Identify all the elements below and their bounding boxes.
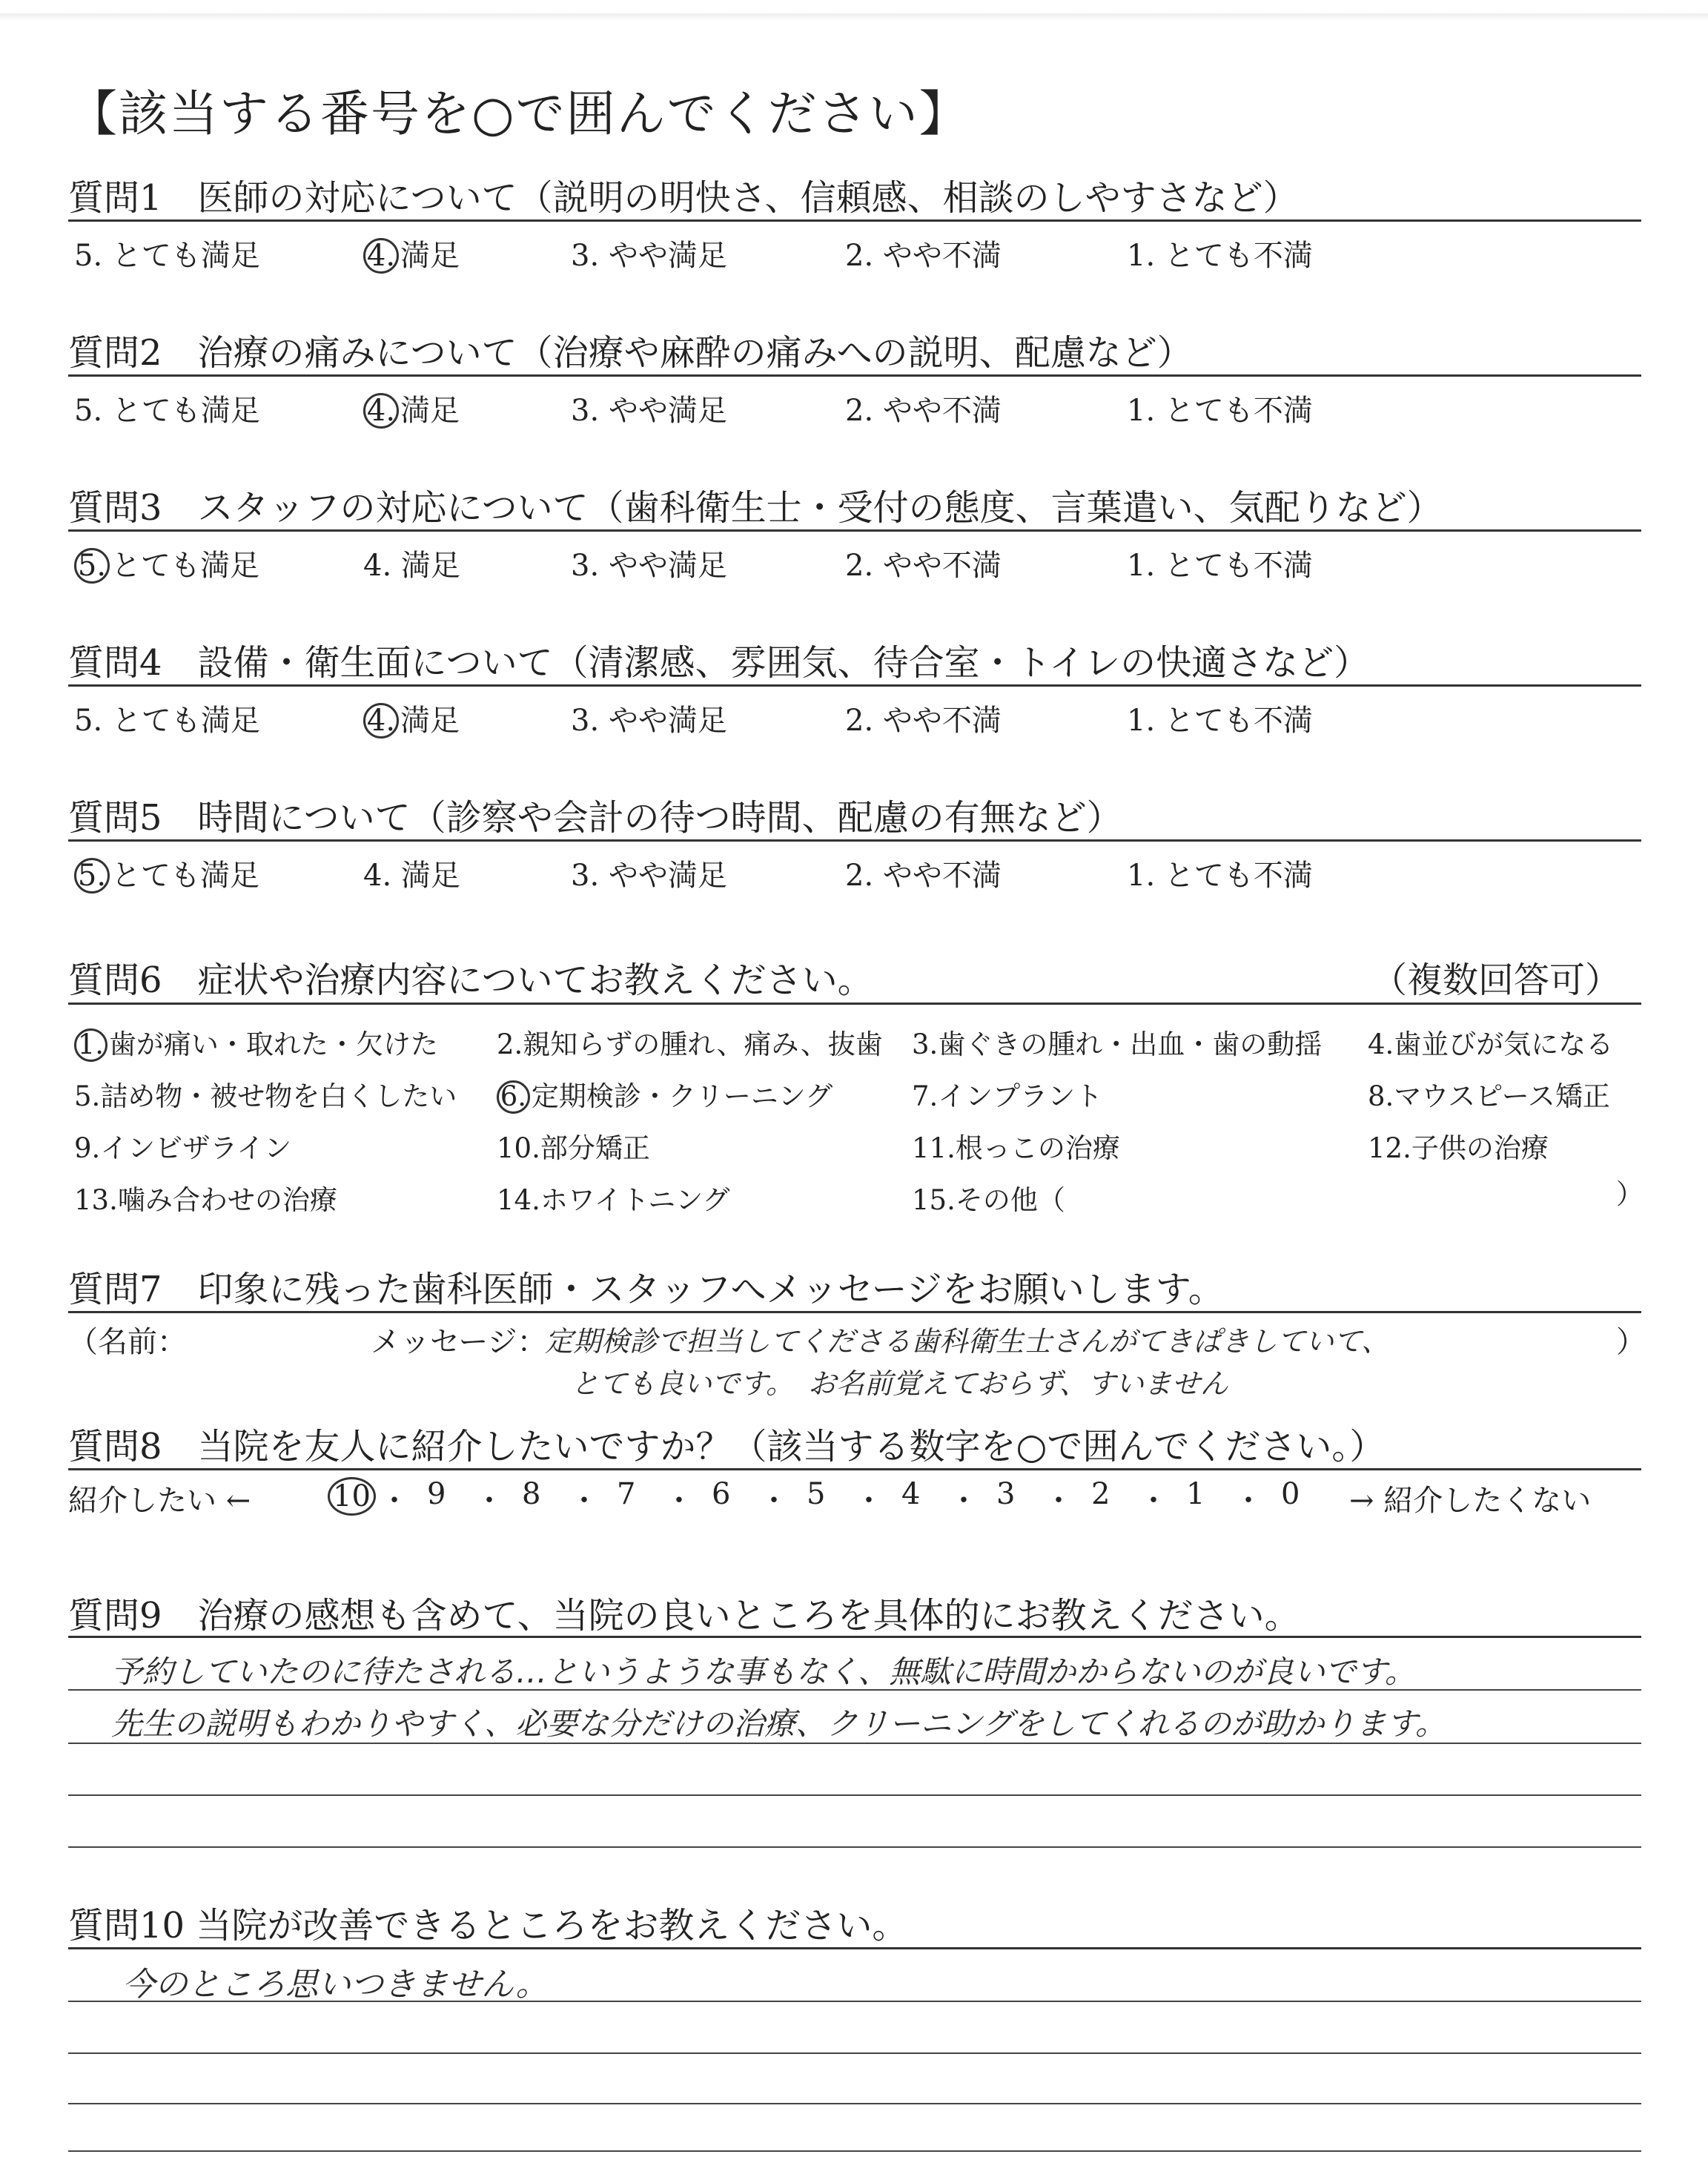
q6-option-13[interactable]: [74, 1178, 337, 1218]
q4-option-5[interactable]: [74, 697, 260, 739]
option-number: 5.: [74, 1080, 101, 1112]
option-label: 噛み合わせの治療: [117, 1184, 337, 1216]
option-label: 2. やや不満: [845, 859, 1002, 893]
page-title: 【該当する番号を○で囲んでください】: [68, 85, 970, 142]
option-label: とても満足: [111, 859, 259, 893]
option-label: 歯が痛い・取れた・欠けた: [108, 1028, 438, 1060]
option-label: 1. とても不満: [1127, 239, 1313, 273]
q1-option-3[interactable]: [571, 232, 727, 274]
q2-option-1[interactable]: [1127, 387, 1313, 429]
q3-option-5[interactable]: [74, 542, 259, 584]
q8-scale-4[interactable]: 4: [901, 1477, 921, 1511]
option-label: 1. とても不満: [1127, 394, 1313, 428]
q1-option-5[interactable]: [74, 232, 260, 274]
q7-handwritten-line1: 定期検診で担当してくださる歯科衛生士さんがてきぱきしていて、: [545, 1325, 1390, 1358]
q4-rule: [68, 684, 1641, 687]
q8-left-label: 紹介したい ←: [68, 1484, 251, 1518]
q9-heading: 質問9 治療の感想も含めて、当院の良いところを具体的にお教えください。: [68, 1595, 1300, 1636]
option-number: 7.: [912, 1080, 939, 1112]
q9-handwritten-line2: 先生の説明もわかりやすく、必要な分だけの治療、クリーニングをしてくれるのが助かります。: [111, 1705, 1446, 1742]
q3-rule: [68, 529, 1641, 532]
option-number: 2.: [497, 1028, 523, 1060]
q5-option-3[interactable]: [571, 852, 727, 894]
option-label: 4. 満足: [363, 859, 460, 893]
q10-handwritten-line1: 今のところ思いつきません。: [122, 1966, 549, 2004]
q8-rule: [68, 1468, 1641, 1470]
q8-scale-separator: ・: [1044, 1484, 1073, 1518]
option-label: インビザライン: [100, 1132, 292, 1164]
q10-line-3: [68, 2103, 1641, 2104]
q8-scale-1[interactable]: 1: [1186, 1477, 1205, 1511]
option-label: 2. やや不満: [845, 704, 1002, 738]
q8-scale-9[interactable]: 9: [427, 1477, 446, 1511]
q6-option-6[interactable]: [497, 1074, 833, 1114]
option-label: 満足: [400, 239, 460, 273]
q8-right-label: → 紹介したくない: [1349, 1484, 1592, 1518]
q6-option-14[interactable]: [497, 1178, 730, 1218]
option-label: 3. やや満足: [571, 549, 727, 583]
option-label: マウスピース矯正: [1394, 1080, 1610, 1112]
option-label: 5. とても満足: [74, 394, 260, 428]
q3-option-3[interactable]: [571, 542, 727, 584]
q7-rule: [68, 1311, 1641, 1313]
q6-option-11[interactable]: [912, 1126, 1120, 1166]
q8-scale-0[interactable]: 0: [1281, 1477, 1300, 1511]
option-label: 1. とても不満: [1127, 859, 1313, 893]
option-label: 満足: [400, 394, 460, 428]
q7-name-label: （名前：: [68, 1325, 187, 1359]
option-number: 12.: [1368, 1132, 1411, 1164]
q10-line-2: [68, 2052, 1641, 2054]
q1-option-4[interactable]: [363, 232, 460, 274]
q7-handwritten-line2: とても良いです。 お名前覚えておらず、すいません: [571, 1367, 1228, 1400]
option-label: 2. やや不満: [845, 239, 1002, 273]
circled-number: 4.: [363, 238, 399, 274]
q6-option-8[interactable]: [1368, 1074, 1610, 1114]
option-label: インプラント: [938, 1080, 1103, 1112]
q2-option-3[interactable]: [571, 387, 727, 429]
option-label: 2. やや不満: [845, 394, 1002, 428]
q8-scale-3[interactable]: 3: [996, 1477, 1016, 1511]
q4-option-3[interactable]: [571, 697, 727, 739]
q8-scale-separator: ・: [949, 1484, 979, 1518]
q6-heading: 質問6 症状や治療内容についてお教えください。: [68, 960, 873, 1001]
q4-heading: 質問4 設備・衛生面について（清潔感、雰囲気、待合室・トイレの快適さなど）: [68, 642, 1370, 684]
q6-other-close: ）: [1616, 1178, 1644, 1210]
q6-option-12[interactable]: [1368, 1126, 1549, 1166]
option-label: 5. とても満足: [74, 239, 260, 273]
circled-number: 5.: [74, 858, 110, 894]
q8-heading: 質問8 当院を友人に紹介したいですか？（該当する数字を○で囲んでください。）: [68, 1426, 1386, 1467]
option-label: 根っこの治療: [955, 1132, 1120, 1164]
q9-line-3: [68, 1794, 1641, 1796]
q7-heading: 質問7 印象に残った歯科医師・スタッフへメッセージをお願いします。: [68, 1269, 1224, 1310]
option-label: 部分矯正: [540, 1132, 650, 1164]
q6-option-7[interactable]: [912, 1074, 1102, 1114]
q9-handwritten-line1: 予約していたのに待たされる…というような事もなく、無駄に時間かからないのが良いです。: [111, 1654, 1416, 1690]
q8-scale-separator: ・: [380, 1484, 409, 1518]
q8-scale-separator: ・: [1139, 1484, 1168, 1518]
option-label: 満足: [400, 704, 460, 738]
q6-multiple-note: （複数回答可）: [1371, 960, 1621, 1001]
option-number: 11.: [912, 1132, 956, 1164]
q2-option-2[interactable]: [845, 387, 1002, 429]
scan-top-edge: [0, 13, 1708, 21]
q2-option-4[interactable]: [363, 387, 460, 429]
circled-number: 1.: [74, 1028, 107, 1062]
option-label: その他（: [955, 1184, 1065, 1216]
q2-option-5[interactable]: [74, 387, 260, 429]
q3-option-4[interactable]: [363, 542, 460, 584]
q8-scale-separator: ・: [664, 1484, 694, 1518]
q8-scale-2[interactable]: 2: [1091, 1477, 1110, 1511]
q3-option-1[interactable]: [1127, 542, 1313, 584]
q6-option-10[interactable]: [497, 1126, 650, 1166]
option-number: 10.: [497, 1132, 540, 1164]
q9-rule: [68, 1636, 1641, 1638]
q2-heading: 質問2 治療の痛みについて（治療や麻酔の痛みへの説明、配慮など）: [68, 332, 1193, 374]
q4-option-2[interactable]: [845, 697, 1002, 739]
q3-heading: 質問3 スタッフの対応について（歯科衛生士・受付の態度、言葉遣い、気配りなど）: [68, 487, 1443, 529]
q10-line-4: [68, 2150, 1641, 2152]
q1-rule: [68, 219, 1641, 222]
option-number: 8.: [1368, 1080, 1394, 1112]
q9-line-4: [68, 1846, 1641, 1848]
q8-scale-separator: ・: [1234, 1484, 1263, 1518]
circled-number: 5.: [74, 548, 110, 584]
q1-option-1[interactable]: [1127, 232, 1313, 274]
q8-scale-separator: ・: [474, 1484, 504, 1518]
option-number: 13.: [74, 1184, 118, 1216]
option-label: 子供の治療: [1411, 1132, 1549, 1164]
q6-option-1[interactable]: [74, 1022, 438, 1062]
q6-option-15[interactable]: [912, 1178, 1065, 1218]
q1-heading: 質問1 医師の対応について（説明の明快さ、信頼感、相談のしやすさなど）: [68, 177, 1299, 219]
q5-rule: [68, 839, 1641, 842]
q8-scale-separator: ・: [854, 1484, 884, 1518]
option-label: とても満足: [111, 549, 259, 583]
q6-option-2[interactable]: [497, 1022, 883, 1062]
q7-message-label: メッセージ：: [371, 1325, 547, 1359]
q5-heading: 質問5 時間について（診察や会計の待つ時間、配慮の有無など）: [68, 797, 1122, 839]
option-label: 3. やや満足: [571, 394, 727, 428]
option-label: 3. やや満足: [571, 704, 727, 738]
q8-scale-10[interactable]: 10: [328, 1477, 376, 1516]
q7-close-paren: ）: [1616, 1325, 1646, 1359]
option-label: ホワイトニング: [540, 1184, 730, 1216]
q8-scale-8[interactable]: 8: [522, 1477, 541, 1511]
option-number: 15.: [912, 1184, 956, 1216]
option-label: 歯並びが気になる: [1394, 1028, 1614, 1060]
option-label: 4. 満足: [363, 549, 460, 583]
q3-option-2[interactable]: [845, 542, 1002, 584]
q6-option-4[interactable]: [1368, 1022, 1613, 1062]
q6-option-9[interactable]: [74, 1126, 291, 1166]
q5-option-2[interactable]: [845, 852, 1002, 894]
q6-rule: [68, 1003, 1641, 1005]
q4-option-4[interactable]: [363, 697, 460, 739]
option-label: 詰め物・被せ物を白くしたい: [100, 1080, 457, 1112]
option-label: 定期検診・クリーニング: [531, 1080, 833, 1112]
circled-number: 4.: [363, 703, 399, 739]
q8-scale-7[interactable]: 7: [617, 1477, 636, 1511]
q8-scale-separator: ・: [569, 1484, 599, 1518]
option-label: 3. やや満足: [571, 859, 727, 893]
option-label: 1. とても不満: [1127, 704, 1313, 738]
option-label: 歯ぐきの腫れ・出血・歯の動揺: [938, 1028, 1323, 1060]
option-number: 4.: [1368, 1028, 1394, 1060]
q5-option-5[interactable]: [74, 852, 259, 894]
option-number: 9.: [74, 1132, 101, 1164]
q6-option-3[interactable]: [912, 1022, 1322, 1062]
q10-rule: [68, 1947, 1641, 1949]
q10-heading: 質問10 当院が改善できるところをお教えください。: [68, 1905, 908, 1946]
q8-scale-6[interactable]: 6: [712, 1477, 731, 1511]
q6-option-5[interactable]: [74, 1074, 457, 1114]
q8-scale-5[interactable]: 5: [807, 1477, 826, 1511]
option-label: 親知らずの腫れ、痛み、抜歯: [523, 1028, 883, 1060]
option-label: 3. やや満足: [571, 239, 727, 273]
q1-option-2[interactable]: [845, 232, 1002, 274]
circled-number: 6.: [497, 1080, 530, 1114]
option-label: 1. とても不満: [1127, 549, 1313, 583]
q8-scale-separator: ・: [759, 1484, 789, 1518]
option-number: 14.: [497, 1184, 540, 1216]
q5-option-4[interactable]: [363, 852, 460, 894]
option-number: 3.: [912, 1028, 939, 1060]
q2-rule: [68, 374, 1641, 377]
option-label: 2. やや不満: [845, 549, 1002, 583]
q5-option-1[interactable]: [1127, 852, 1313, 894]
option-label: 5. とても満足: [74, 704, 260, 738]
q4-option-1[interactable]: [1127, 697, 1313, 739]
circled-number: 4.: [363, 393, 399, 429]
